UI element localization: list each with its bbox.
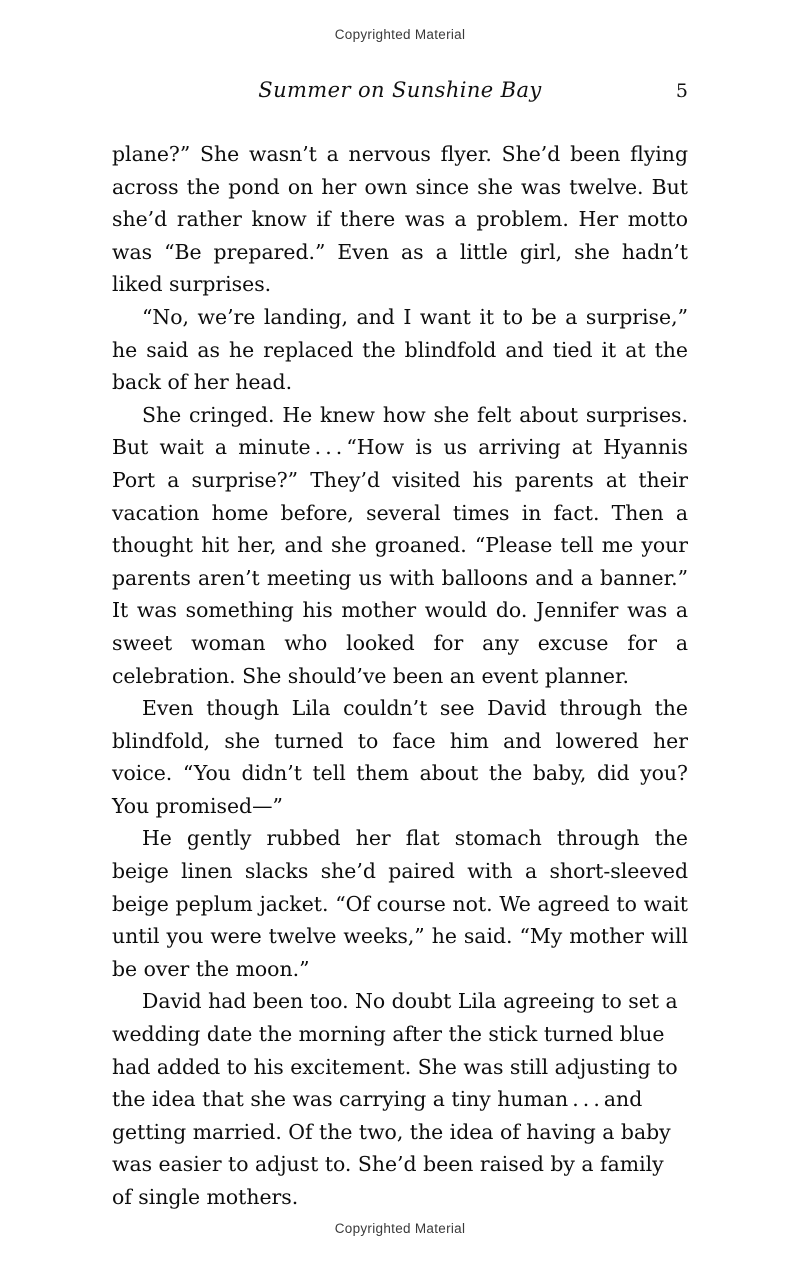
running-head — [112, 78, 688, 110]
paragraph: Even though Lila couldn’t see David through the blindfold, she turned to face him and lowered her voice. “You didn’t tell them about the baby, did you? You promised—” — [112, 696, 688, 818]
running-title: Summer on Sunshine Bay — [258, 78, 542, 102]
copyright-watermark-bottom: Copyrighted Material — [334, 1221, 466, 1236]
paragraph: plane?” She wasn’t a nervous flyer. She’d been flying across the pond on her own since she was twelve. But she’d rather know if there was a problem. Her motto was “Be prepared.” Even as a little girl, she hadn’t liked surprises. — [112, 142, 688, 297]
copyright-watermark-top: Copyrighted Material — [334, 27, 466, 42]
paragraph: She cringed. He knew how she felt about surprises. But wait a minute . . . “How is us arriving at Hyannis Port a surprise?” They’d visited his parents at their vacation home before, several times in fact. Then a thought hit her, and she groaned. “Please tell me your parents aren’t meeting us with balloons and a banner.” It was something his mother would do. Jennifer was a sweet woman who looked for any excuse for a celebration. She should’ve been an event planner. — [112, 402, 688, 688]
paragraph: He gently rubbed her flat stomach through the beige linen slacks she’d paired with a short-sleeved beige peplum jacket. “Of course not. We agreed to wait until you were twelve weeks,” he said. “My mother will be over the moon.” — [112, 826, 688, 981]
page-number: 5 — [675, 80, 688, 102]
body-text — [112, 138, 688, 1214]
paragraph: David had been too. No doubt Lila agreeing to set a wedding date the morning after the stick turned blue had added to his excitement. She was still adjusting to the idea that she was carrying a tiny human . . . and getting married. Of the two, the idea of having a baby was easier to adjust to. She’d been raised by a family of single mothers. — [112, 989, 678, 1209]
paragraph: “No, we’re landing, and I want it to be a surprise,” he said as he replaced the blindfold and tied it at the back of her head. — [112, 304, 688, 395]
